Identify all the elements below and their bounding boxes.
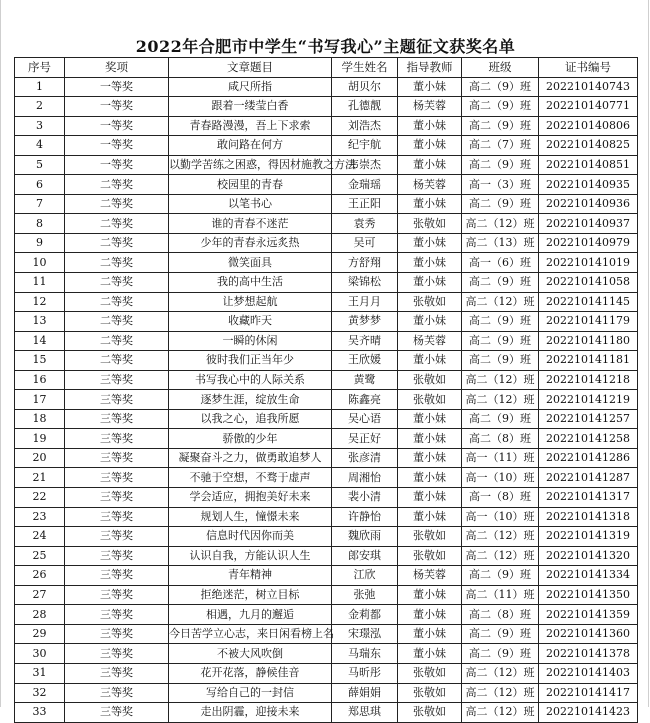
cell-index: 11 <box>15 273 65 293</box>
cell-certificate-no: 202210141317 <box>539 488 638 508</box>
table-row <box>15 409 638 429</box>
cell-certificate-no: 202210141334 <box>539 566 638 586</box>
cell-certificate-no: 202210141287 <box>539 468 638 488</box>
cell-index: 17 <box>15 390 65 410</box>
cell-essay-title: 青年精神 <box>169 566 332 586</box>
cell-award: 三等奖 <box>65 429 169 449</box>
table-row <box>15 253 638 273</box>
table-row <box>15 429 638 449</box>
cell-essay-title: 不驰于空想，不骛于虚声 <box>169 468 332 488</box>
cell-index: 30 <box>15 644 65 664</box>
header-row <box>15 58 638 78</box>
cell-student-name: 魏欣雨 <box>332 527 398 547</box>
cell-index: 9 <box>15 233 65 253</box>
cell-certificate-no: 202210141320 <box>539 546 638 566</box>
table-row <box>15 214 638 234</box>
cell-student-name: 方舒翔 <box>332 253 398 273</box>
cell-teacher: 张敬如 <box>398 546 462 566</box>
cell-student-name: 黄梦梦 <box>332 312 398 332</box>
header-student-name: 学生姓名 <box>332 58 398 78</box>
cell-certificate-no: 202210141258 <box>539 429 638 449</box>
cell-class: 高二（8）班 <box>462 429 539 449</box>
cell-essay-title: 彼时我们正当年少 <box>169 351 332 371</box>
cell-teacher: 董小妹 <box>398 429 462 449</box>
table-row <box>15 292 638 312</box>
cell-student-name: 孔德靓 <box>332 97 398 117</box>
cell-student-name: 王月月 <box>332 292 398 312</box>
cell-essay-title: 相遇，九月的邂逅 <box>169 605 332 625</box>
cell-class: 高二（9）班 <box>462 644 539 664</box>
cell-award: 三等奖 <box>65 624 169 644</box>
cell-award: 一等奖 <box>65 77 169 97</box>
cell-teacher: 张敬如 <box>398 703 462 723</box>
cell-essay-title: 少年的青春永远炙热 <box>169 233 332 253</box>
cell-class: 高二（9）班 <box>462 155 539 175</box>
table-row <box>15 194 638 214</box>
cell-certificate-no: 202210140979 <box>539 233 638 253</box>
cell-class: 高二（8）班 <box>462 605 539 625</box>
cell-essay-title: 规划人生，憧憬未来 <box>169 507 332 527</box>
cell-index: 20 <box>15 448 65 468</box>
cell-essay-title: 一瞬的休闲 <box>169 331 332 351</box>
cell-class: 高二（9）班 <box>462 97 539 117</box>
cell-class: 高二（12）班 <box>462 663 539 683</box>
header-teacher: 指导教师 <box>398 58 462 78</box>
cell-student-name: 韦崇杰 <box>332 155 398 175</box>
cell-essay-title: 书写我心中的人际关系 <box>169 370 332 390</box>
table-row <box>15 136 638 156</box>
cell-teacher: 张敬如 <box>398 214 462 234</box>
cell-class: 高二（9）班 <box>462 351 539 371</box>
cell-award: 二等奖 <box>65 331 169 351</box>
cell-class: 高二（12）班 <box>462 292 539 312</box>
cell-teacher: 杨芙蓉 <box>398 97 462 117</box>
cell-student-name: 郎安琪 <box>332 546 398 566</box>
cell-award: 三等奖 <box>65 585 169 605</box>
cell-student-name: 许静怡 <box>332 507 398 527</box>
header-certificate-no: 证书编号 <box>539 58 638 78</box>
table-row <box>15 585 638 605</box>
cell-index: 5 <box>15 155 65 175</box>
table-row <box>15 663 638 683</box>
cell-essay-title: 逐梦生涯，绽放生命 <box>169 390 332 410</box>
cell-essay-title: 我的高中生活 <box>169 273 332 293</box>
cell-index: 1 <box>15 77 65 97</box>
cell-award: 三等奖 <box>65 605 169 625</box>
cell-essay-title: 校园里的青春 <box>169 175 332 195</box>
cell-award: 三等奖 <box>65 390 169 410</box>
cell-award: 一等奖 <box>65 116 169 136</box>
cell-student-name: 周湘怡 <box>332 468 398 488</box>
cell-student-name: 吴可 <box>332 233 398 253</box>
cell-student-name: 纪宇航 <box>332 136 398 156</box>
cell-student-name: 江欣 <box>332 566 398 586</box>
cell-essay-title: 花开花落，静候佳音 <box>169 663 332 683</box>
cell-essay-title: 走出阴霾，迎接未来 <box>169 703 332 723</box>
cell-index: 13 <box>15 312 65 332</box>
table-row <box>15 175 638 195</box>
cell-class: 高二（11）班 <box>462 585 539 605</box>
table-row <box>15 233 638 253</box>
cell-index: 21 <box>15 468 65 488</box>
cell-essay-title: 收藏昨天 <box>169 312 332 332</box>
cell-student-name: 金莉都 <box>332 605 398 625</box>
cell-class: 高二（12）班 <box>462 390 539 410</box>
cell-award: 二等奖 <box>65 292 169 312</box>
cell-essay-title: 以勤学苦练之困惑，得因材施教之方法 <box>169 155 332 175</box>
cell-teacher: 董小妹 <box>398 624 462 644</box>
cell-teacher: 董小妹 <box>398 233 462 253</box>
cell-certificate-no: 202210141350 <box>539 585 638 605</box>
table-row <box>15 331 638 351</box>
cell-award: 二等奖 <box>65 194 169 214</box>
cell-index: 31 <box>15 663 65 683</box>
cell-essay-title: 让梦想起航 <box>169 292 332 312</box>
cell-student-name: 裴小清 <box>332 488 398 508</box>
cell-student-name: 袁秀 <box>332 214 398 234</box>
cell-student-name: 胡贝尔 <box>332 77 398 97</box>
cell-essay-title: 骄傲的少年 <box>169 429 332 449</box>
cell-award: 一等奖 <box>65 136 169 156</box>
cell-index: 33 <box>15 703 65 723</box>
table-row <box>15 703 638 723</box>
cell-teacher: 董小妹 <box>398 468 462 488</box>
cell-teacher: 杨芙蓉 <box>398 175 462 195</box>
cell-class: 高二（13）班 <box>462 233 539 253</box>
cell-class: 高二（7）班 <box>462 136 539 156</box>
cell-essay-title: 以我之心，追我所愿 <box>169 409 332 429</box>
cell-certificate-no: 202210140806 <box>539 116 638 136</box>
document-title: 2022年合肥市中学生“书写我心”主题征文获奖名单 <box>135 37 516 56</box>
cell-student-name: 吴正好 <box>332 429 398 449</box>
cell-essay-title: 青春路漫漫，吾上下求索 <box>169 116 332 136</box>
cell-certificate-no: 202210141378 <box>539 644 638 664</box>
cell-student-name: 薛娟娟 <box>332 683 398 703</box>
cell-student-name: 刘浩杰 <box>332 116 398 136</box>
cell-award: 三等奖 <box>65 527 169 547</box>
table-row <box>15 351 638 371</box>
cell-award: 二等奖 <box>65 233 169 253</box>
table-row <box>15 97 638 117</box>
cell-certificate-no: 202210140935 <box>539 175 638 195</box>
cell-certificate-no: 202210141319 <box>539 527 638 547</box>
cell-certificate-no: 202210141403 <box>539 663 638 683</box>
cell-index: 4 <box>15 136 65 156</box>
cell-class: 高二（12）班 <box>462 527 539 547</box>
cell-certificate-no: 202210141218 <box>539 370 638 390</box>
cell-certificate-no: 202210141318 <box>539 507 638 527</box>
cell-award: 二等奖 <box>65 312 169 332</box>
cell-certificate-no: 202210141359 <box>539 605 638 625</box>
cell-teacher: 董小妹 <box>398 585 462 605</box>
header-essay-title: 文章题目 <box>169 58 332 78</box>
cell-teacher: 董小妹 <box>398 409 462 429</box>
cell-teacher: 杨芙蓉 <box>398 331 462 351</box>
cell-index: 14 <box>15 331 65 351</box>
cell-award: 二等奖 <box>65 351 169 371</box>
cell-certificate-no: 202210141179 <box>539 312 638 332</box>
cell-index: 8 <box>15 214 65 234</box>
cell-class: 高一（3）班 <box>462 175 539 195</box>
cell-certificate-no: 202210141360 <box>539 624 638 644</box>
table-body <box>15 77 638 722</box>
cell-teacher: 董小妹 <box>398 116 462 136</box>
cell-student-name: 宋璟泓 <box>332 624 398 644</box>
cell-essay-title: 学会适应，拥抱美好未来 <box>169 488 332 508</box>
header-award: 奖项 <box>65 58 169 78</box>
table-row <box>15 116 638 136</box>
cell-essay-title: 写给自己的一封信 <box>169 683 332 703</box>
cell-teacher: 董小妹 <box>398 136 462 156</box>
cell-certificate-no: 202210141058 <box>539 273 638 293</box>
cell-essay-title: 以笔书心 <box>169 194 332 214</box>
cell-index: 3 <box>15 116 65 136</box>
cell-certificate-no: 202210141286 <box>539 448 638 468</box>
cell-class: 高二（12）班 <box>462 683 539 703</box>
cell-essay-title: 敢问路在何方 <box>169 136 332 156</box>
cell-certificate-no: 202210141219 <box>539 390 638 410</box>
cell-student-name: 王正阳 <box>332 194 398 214</box>
cell-student-name: 王欣媛 <box>332 351 398 371</box>
table-row <box>15 527 638 547</box>
cell-certificate-no: 202210141180 <box>539 331 638 351</box>
cell-student-name: 郑思琪 <box>332 703 398 723</box>
cell-teacher: 董小妹 <box>398 351 462 371</box>
cell-certificate-no: 202210141019 <box>539 253 638 273</box>
cell-teacher: 董小妹 <box>398 312 462 332</box>
cell-essay-title: 认识自我，方能认识人生 <box>169 546 332 566</box>
cell-index: 15 <box>15 351 65 371</box>
cell-class: 高二（9）班 <box>462 77 539 97</box>
cell-student-name: 金瑞瑶 <box>332 175 398 195</box>
cell-class: 高二（9）班 <box>462 273 539 293</box>
cell-teacher: 董小妹 <box>398 507 462 527</box>
cell-essay-title: 凝聚奋斗之力，做勇敢追梦人 <box>169 448 332 468</box>
cell-essay-title: 跟着一缕莹白香 <box>169 97 332 117</box>
table-row <box>15 155 638 175</box>
table-row <box>15 273 638 293</box>
cell-certificate-no: 202210140825 <box>539 136 638 156</box>
table-row <box>15 468 638 488</box>
cell-teacher: 董小妹 <box>398 488 462 508</box>
cell-index: 26 <box>15 566 65 586</box>
cell-class: 高二（12）班 <box>462 370 539 390</box>
cell-index: 24 <box>15 527 65 547</box>
cell-class: 高二（9）班 <box>462 566 539 586</box>
cell-award: 三等奖 <box>65 448 169 468</box>
table-row <box>15 605 638 625</box>
cell-index: 6 <box>15 175 65 195</box>
cell-class: 高二（9）班 <box>462 409 539 429</box>
cell-index: 2 <box>15 97 65 117</box>
cell-certificate-no: 202210141181 <box>539 351 638 371</box>
cell-class: 高二（12）班 <box>462 703 539 723</box>
cell-teacher: 董小妹 <box>398 448 462 468</box>
cell-index: 32 <box>15 683 65 703</box>
cell-teacher: 张敬如 <box>398 390 462 410</box>
cell-teacher: 张敬如 <box>398 663 462 683</box>
cell-award: 三等奖 <box>65 703 169 723</box>
cell-student-name: 张彦清 <box>332 448 398 468</box>
cell-index: 23 <box>15 507 65 527</box>
cell-certificate-no: 202210140771 <box>539 97 638 117</box>
cell-essay-title: 咸尺所指 <box>169 77 332 97</box>
header-class: 班级 <box>462 58 539 78</box>
cell-index: 27 <box>15 585 65 605</box>
table-row <box>15 683 638 703</box>
cell-index: 25 <box>15 546 65 566</box>
cell-award: 三等奖 <box>65 409 169 429</box>
table-row <box>15 546 638 566</box>
table-row <box>15 390 638 410</box>
cell-index: 22 <box>15 488 65 508</box>
cell-certificate-no: 202210140851 <box>539 155 638 175</box>
cell-student-name: 吴齐晴 <box>332 331 398 351</box>
cell-teacher: 张敬如 <box>398 527 462 547</box>
cell-award: 三等奖 <box>65 546 169 566</box>
cell-certificate-no: 202210141257 <box>539 409 638 429</box>
cell-award: 三等奖 <box>65 683 169 703</box>
cell-class: 高一（6）班 <box>462 253 539 273</box>
header-index: 序号 <box>15 58 65 78</box>
cell-teacher: 张敬如 <box>398 370 462 390</box>
cell-certificate-no: 202210141145 <box>539 292 638 312</box>
cell-certificate-no: 202210140937 <box>539 214 638 234</box>
cell-teacher: 董小妹 <box>398 273 462 293</box>
cell-certificate-no: 202210140743 <box>539 77 638 97</box>
table-row <box>15 566 638 586</box>
cell-class: 高一（8）班 <box>462 488 539 508</box>
cell-class: 高二（9）班 <box>462 116 539 136</box>
table-row <box>15 77 638 97</box>
table-row <box>15 624 638 644</box>
cell-teacher: 杨芙蓉 <box>398 566 462 586</box>
cell-student-name: 马瑞东 <box>332 644 398 664</box>
cell-essay-title: 拒绝迷茫，树立目标 <box>169 585 332 605</box>
cell-student-name: 梁锦松 <box>332 273 398 293</box>
cell-class: 高一（10）班 <box>462 468 539 488</box>
cell-class: 高二（9）班 <box>462 312 539 332</box>
cell-index: 28 <box>15 605 65 625</box>
cell-award: 二等奖 <box>65 175 169 195</box>
cell-class: 高一（10）班 <box>462 507 539 527</box>
cell-award: 三等奖 <box>65 663 169 683</box>
table-row <box>15 448 638 468</box>
cell-award: 一等奖 <box>65 97 169 117</box>
cell-class: 高二（9）班 <box>462 624 539 644</box>
cell-index: 18 <box>15 409 65 429</box>
cell-student-name: 黄鹭 <box>332 370 398 390</box>
cell-index: 7 <box>15 194 65 214</box>
cell-index: 29 <box>15 624 65 644</box>
table-row <box>15 370 638 390</box>
cell-index: 16 <box>15 370 65 390</box>
cell-teacher: 董小妹 <box>398 155 462 175</box>
cell-student-name: 吴心语 <box>332 409 398 429</box>
cell-teacher: 董小妹 <box>398 77 462 97</box>
cell-award: 二等奖 <box>65 253 169 273</box>
cell-class: 高二（9）班 <box>462 194 539 214</box>
cell-award: 二等奖 <box>65 214 169 234</box>
table-row <box>15 507 638 527</box>
cell-teacher: 张敬如 <box>398 683 462 703</box>
table-row <box>15 644 638 664</box>
cell-class: 高一（11）班 <box>462 448 539 468</box>
cell-class: 高二（12）班 <box>462 214 539 234</box>
cell-award: 三等奖 <box>65 644 169 664</box>
cell-award: 一等奖 <box>65 155 169 175</box>
cell-teacher: 董小妹 <box>398 605 462 625</box>
cell-essay-title: 信息时代因你而美 <box>169 527 332 547</box>
cell-teacher: 董小妹 <box>398 253 462 273</box>
cell-award: 三等奖 <box>65 566 169 586</box>
cell-class: 高二（12）班 <box>462 546 539 566</box>
cell-student-name: 马昕彤 <box>332 663 398 683</box>
table-row <box>15 488 638 508</box>
cell-certificate-no: 202210141417 <box>539 683 638 703</box>
cell-essay-title: 微笑面具 <box>169 253 332 273</box>
cell-award: 三等奖 <box>65 370 169 390</box>
table-row <box>15 312 638 332</box>
cell-student-name: 陈鑫亮 <box>332 390 398 410</box>
cell-essay-title: 不被大风吹倒 <box>169 644 332 664</box>
cell-index: 10 <box>15 253 65 273</box>
cell-essay-title: 今日苦学立心志，来日闲看榜上名 <box>169 624 332 644</box>
cell-index: 12 <box>15 292 65 312</box>
cell-award: 三等奖 <box>65 507 169 527</box>
cell-teacher: 董小妹 <box>398 194 462 214</box>
cell-essay-title: 谁的青春不迷茫 <box>169 214 332 234</box>
cell-award: 二等奖 <box>65 273 169 293</box>
cell-teacher: 张敬如 <box>398 292 462 312</box>
cell-student-name: 张弛 <box>332 585 398 605</box>
cell-index: 19 <box>15 429 65 449</box>
awards-table <box>14 57 638 723</box>
cell-teacher: 董小妹 <box>398 644 462 664</box>
cell-certificate-no: 202210140936 <box>539 194 638 214</box>
cell-award: 三等奖 <box>65 468 169 488</box>
cell-award: 三等奖 <box>65 488 169 508</box>
cell-certificate-no: 202210141423 <box>539 703 638 723</box>
cell-class: 高二（9）班 <box>462 331 539 351</box>
